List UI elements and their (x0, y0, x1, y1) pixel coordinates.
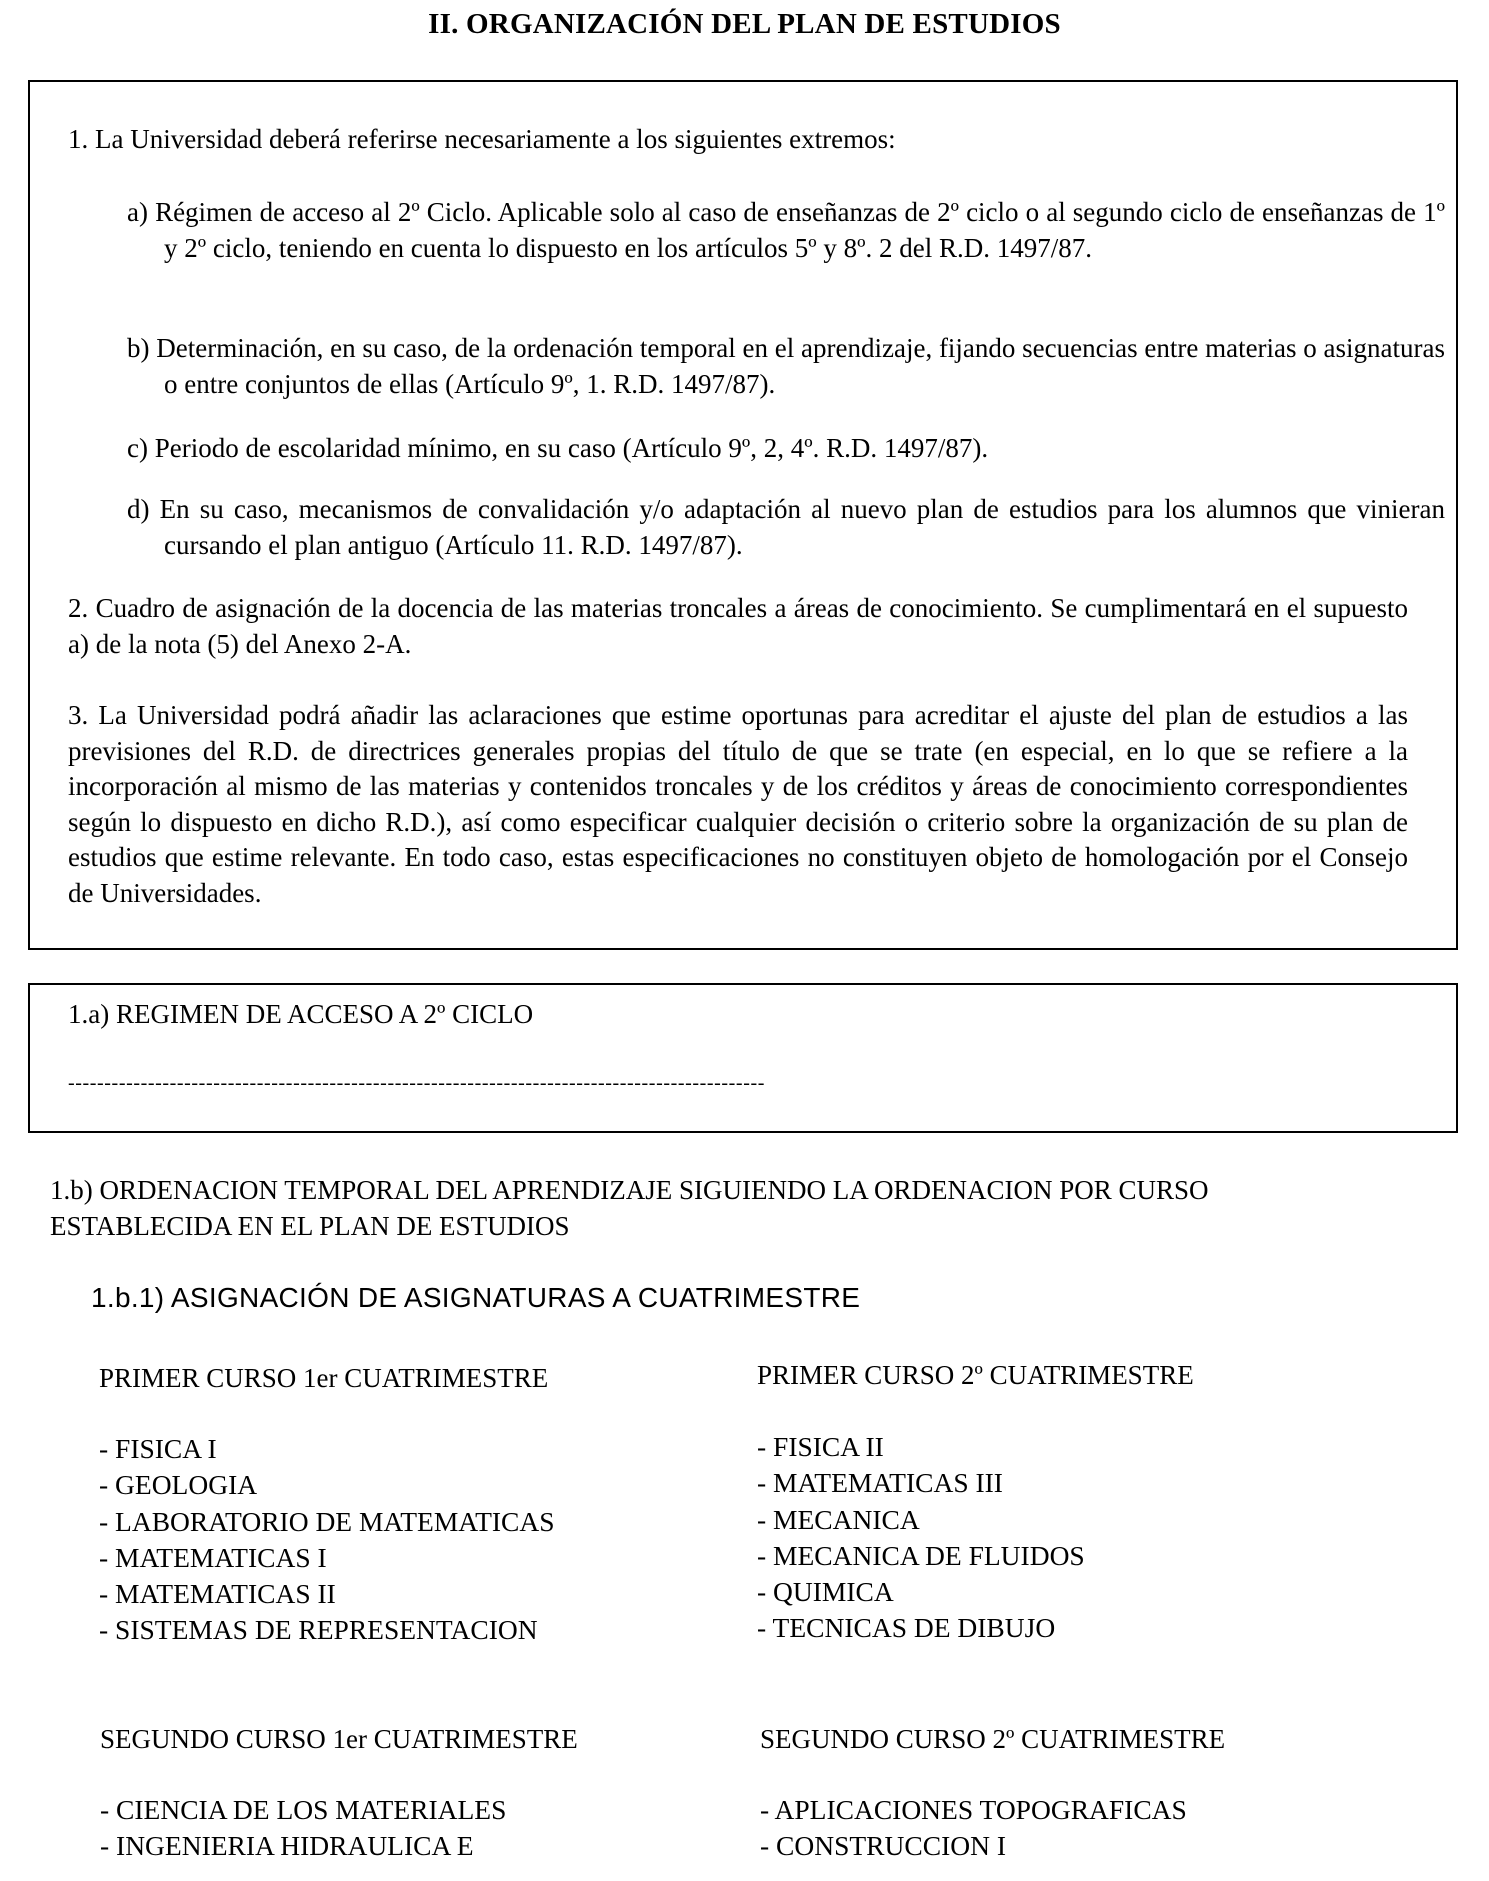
list-item: - INGENIERIA HIDRAULICA E (100, 1830, 474, 1862)
instructions-point-2: 2. Cuadro de asignación de la docencia de las materias troncales a áreas de conocimiento. Se cumplimentará en el supuesto a) de la nota (5) del Anexo 2-A. (68, 593, 1408, 659)
list-item: - APLICACIONES TOPOGRAFICAS (760, 1794, 1187, 1825)
regimen-heading: 1.a) REGIMEN DE ACCESO A 2º CICLO (68, 999, 534, 1029)
regimen-blank-line: ------------------------------------------------------------------------------------------------ (68, 1072, 765, 1094)
segundo-curso-1-list (100, 1792, 506, 1865)
ordenacion-heading-line1: 1.b) ORDENACION TEMPORAL DEL APRENDIZAJE SIGUIENDO LA ORDENACION POR CURSO (50, 1175, 1209, 1205)
list-item: - FISICA II (757, 1431, 884, 1462)
list-item: - MATEMATICAS III (757, 1467, 1003, 1499)
instruction-item-c: c) Periodo de escolaridad mínimo, en su caso (Artículo 9º, 2, 4º. R.D. 1497/87). (127, 433, 989, 463)
primer-curso-1-heading: PRIMER CURSO 1er CUATRIMESTRE (99, 1363, 549, 1393)
primer-curso-1-list (99, 1431, 555, 1649)
list-item: - MATEMATICAS I (99, 1541, 327, 1573)
page-title: II. ORGANIZACIÓN DEL PLAN DE ESTUDIOS (428, 8, 1061, 40)
instruction-item-b: b) Determinación, en su caso, de la ordenación temporal en el aprendizaje, fijando secuencias entre materias o asignaturas o entre conjuntos de ellas (Artículo 9º, 1. R.D. 1497/87). (127, 333, 1445, 399)
list-item: - MATEMATICAS II (99, 1578, 336, 1610)
list-item: - MECANICA (757, 1503, 920, 1535)
list-item: - FISICA I (99, 1433, 217, 1464)
primer-curso-2-list (757, 1429, 1085, 1647)
list-item: - CONSTRUCCION I (760, 1830, 1006, 1862)
segundo-curso-2-heading: SEGUNDO CURSO 2º CUATRIMESTRE (760, 1724, 1226, 1754)
instructions-intro: 1. La Universidad deberá referirse necesariamente a los siguientes extremos: (68, 124, 896, 154)
segundo-curso-1-heading: SEGUNDO CURSO 1er CUATRIMESTRE (100, 1724, 578, 1754)
primer-curso-2-heading: PRIMER CURSO 2º CUATRIMESTRE (757, 1360, 1194, 1390)
list-item: - SISTEMAS DE REPRESENTACION (99, 1614, 538, 1646)
instruction-item-d: d) En su caso, mecanismos de convalidación y/o adaptación al nuevo plan de estudios para los alumnos que vinieran cursando el plan antiguo (Artículo 11. R.D. 1497/87). (127, 494, 1445, 560)
ordenacion-heading-line2: ESTABLECIDA EN EL PLAN DE ESTUDIOS (50, 1211, 570, 1241)
segundo-curso-2-list (760, 1792, 1187, 1865)
list-item: - MECANICA DE FLUIDOS (757, 1539, 1085, 1571)
list-item: - QUIMICA (757, 1576, 894, 1608)
instructions-point-3: 3. La Universidad podrá añadir las aclaraciones que estime oportunas para acreditar el ajuste del plan de estudios a las previsiones del R.D. de directrices generales propias del título de que se trate (en especial, en lo que se refiere a la incorporación al mismo de las materias y contenidos troncales y de los créditos y áreas de conocimiento correspondientes según lo dispuesto en dicho R.D.), así como especificar cualquier decisión o criterio sobre la organización de su plan de estudios que estime relevante. En todo caso, estas especificaciones no constituyen objeto de homologación por el Consejo de Universidades. (68, 700, 1408, 908)
list-item: - GEOLOGIA (99, 1469, 258, 1501)
asignacion-subheading: 1.b.1) ASIGNACIÓN DE ASIGNATURAS A CUATRIMESTRE (91, 1282, 861, 1313)
instruction-item-a: a) Régimen de acceso al 2º Ciclo. Aplicable solo al caso de enseñanzas de 2º ciclo o al segundo ciclo de enseñanzas de 1º y 2º ciclo, teniendo en cuenta lo dispuesto en los artículos 5º y 8º. 2 del R.D. 1497/87. (127, 197, 1445, 263)
list-item: - LABORATORIO DE MATEMATICAS (99, 1505, 555, 1537)
list-item: - CIENCIA DE LOS MATERIALES (100, 1794, 507, 1825)
list-item: - TECNICAS DE DIBUJO (757, 1612, 1056, 1644)
